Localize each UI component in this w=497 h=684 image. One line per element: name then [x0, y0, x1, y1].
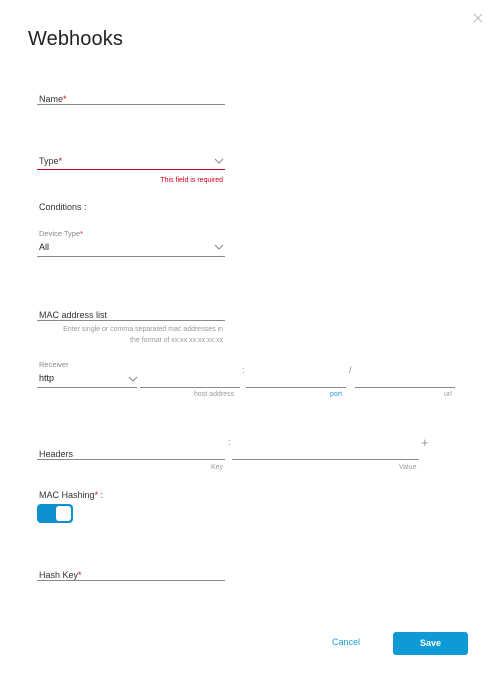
device-type-label: Device Type* — [39, 229, 84, 238]
mac-address-list-label: MAC address list — [39, 310, 108, 320]
close-icon[interactable] — [470, 10, 486, 26]
name-label: Name* — [39, 94, 67, 104]
chevron-down-icon[interactable] — [214, 158, 224, 164]
chevron-down-icon[interactable] — [128, 376, 138, 382]
header-key-underline — [37, 459, 225, 460]
device-type-underline — [37, 256, 225, 257]
device-type-value: All — [39, 242, 50, 252]
type-underline — [37, 169, 225, 170]
host-address-underline — [140, 387, 240, 388]
mac-hashing-toggle[interactable] — [37, 504, 73, 523]
receiver-label: Receiver — [39, 360, 69, 369]
mac-address-list-underline — [37, 320, 225, 321]
type-error-text: This field is required — [160, 177, 223, 184]
headers-label: Headers — [39, 449, 74, 459]
receiver-protocol-underline — [37, 387, 137, 388]
header-value-underline — [232, 459, 419, 460]
mac-address-help-line2: the format of xx:xx:xx:xx:xx:xx — [130, 337, 223, 344]
mac-hashing-label: MAC Hashing* : — [39, 490, 104, 500]
host-port-separator: : — [242, 365, 245, 375]
name-underline — [37, 104, 225, 105]
chevron-down-icon[interactable] — [214, 244, 224, 250]
mac-address-help-line1: Enter single or comma separated mac addresses in — [63, 326, 223, 333]
url-label: url — [444, 391, 452, 398]
add-header-icon[interactable]: + — [421, 435, 429, 450]
header-value-label: Value — [399, 464, 417, 471]
port-url-separator: / — [349, 365, 352, 375]
host-address-label: host address — [194, 391, 235, 398]
hash-key-underline — [37, 580, 225, 581]
cancel-button[interactable]: Cancel — [332, 637, 361, 647]
header-key-label: Key — [211, 464, 224, 471]
hash-key-label: Hash Key* — [39, 570, 82, 580]
conditions-label: Conditions : — [39, 202, 87, 212]
save-button[interactable]: Save — [393, 632, 468, 655]
header-separator: : — [228, 437, 231, 447]
url-underline — [355, 387, 455, 388]
toggle-knob — [56, 506, 71, 521]
receiver-protocol-value: http — [39, 373, 55, 383]
dialog-title: Webhooks — [28, 28, 123, 50]
port-label: port — [330, 391, 343, 398]
type-label: Type* — [39, 156, 63, 166]
port-underline — [246, 387, 346, 388]
